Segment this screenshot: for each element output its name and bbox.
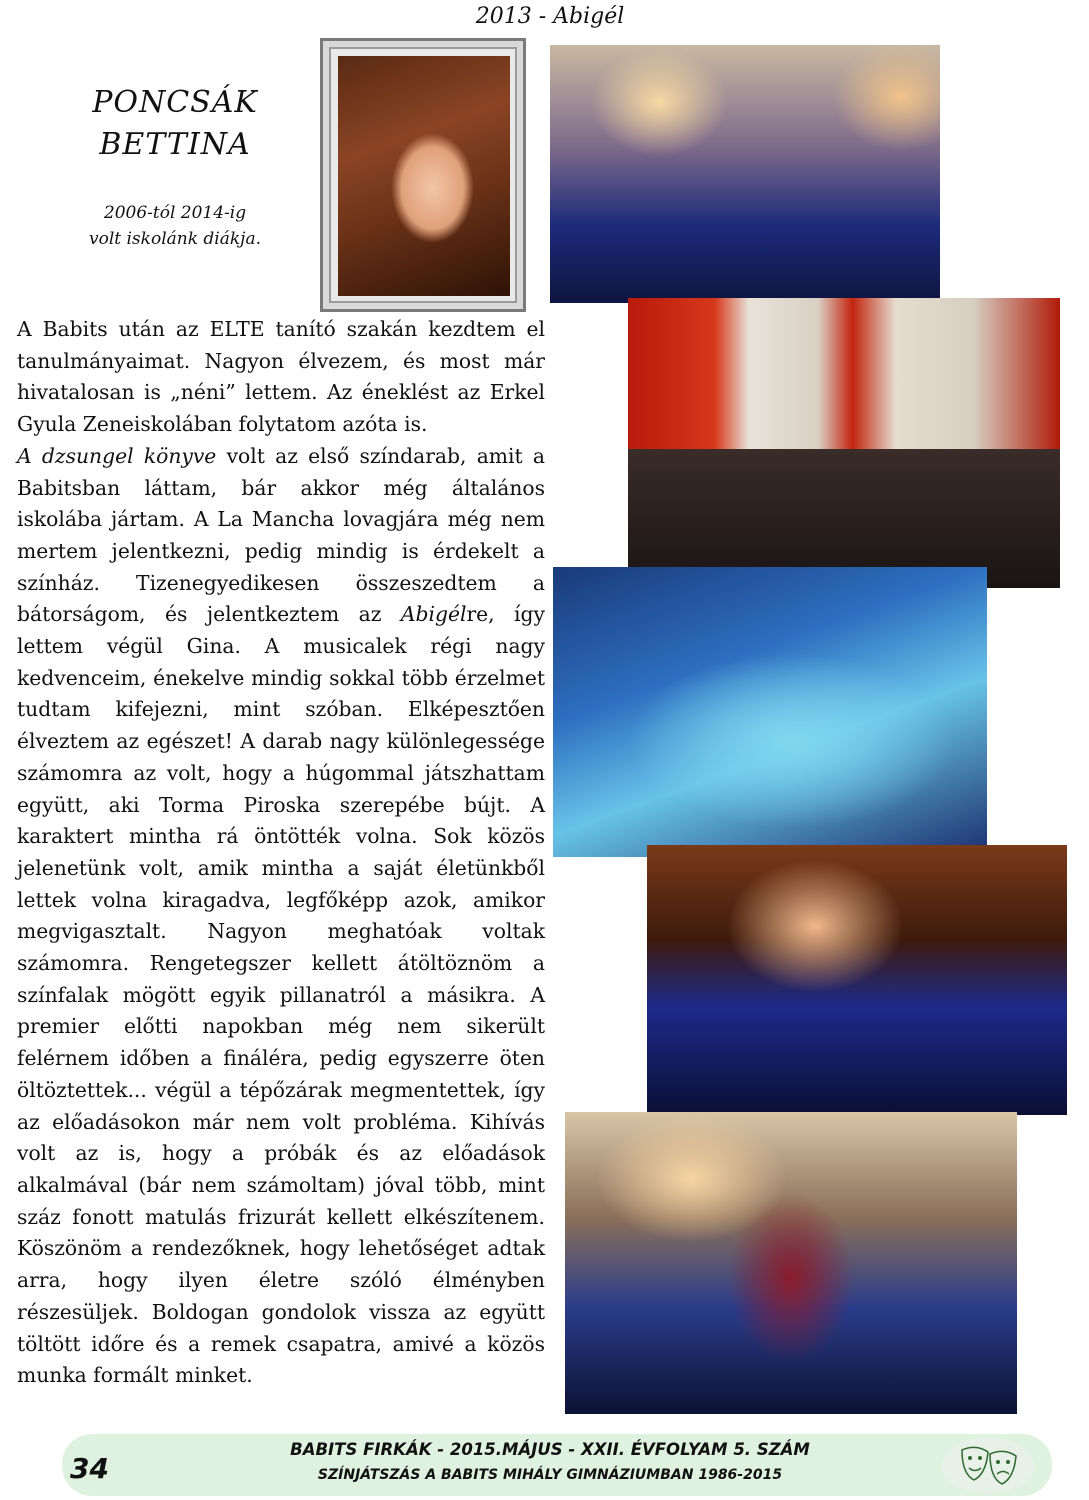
- author-name-line1: PONCSÁK: [92, 85, 258, 120]
- title-italic-abigel: Abigél: [400, 602, 467, 627]
- author-name-line2: BETTINA: [99, 127, 251, 162]
- article-paragraph-2: [17, 441, 545, 1392]
- footer-subtitle-line: SZÍNJÁTSZÁS A BABITS MIHÁLY GIMNÁZIUMBAN 1986-2015: [317, 1467, 783, 1483]
- article-paragraph-1: A Babits után az ELTE tanító szakán kezdtem el tanulmányaimat. Nagyon élvezem, és most már hivatalosan is „néni” lettem. Az éneklést az Erkel Gyula Zeneiskolában folytatom azóta is.: [17, 317, 545, 437]
- stage-photo-4: [647, 845, 1067, 1115]
- author-years-line2: volt iskolánk diákja.: [88, 229, 261, 249]
- stage-photo-2: [628, 298, 1060, 588]
- author-name: [60, 82, 290, 166]
- author-years: [60, 200, 290, 252]
- portrait-photo: [338, 56, 510, 296]
- stage-photo-3: [553, 567, 987, 857]
- article-body: [17, 314, 545, 1392]
- page-number: 34: [70, 1452, 109, 1485]
- title-italic-jungle-book: A dzsungel könyve: [17, 443, 217, 468]
- author-years-line1: 2006-tól 2014-ig: [103, 203, 247, 223]
- article-paragraph-2-text-cont: re, így lettem végül Gina. A musicalek régi nagy kedvenceim, énekelve mindig sokkal több érzelmet tudtam kifejezni, mint szóban. Elképesztően élveztem az egészet! A darab nagy különlegessége számomra az volt, hogy a húgommal játszhattam együtt, aki Torma Piroska szerepébe bújt. A karaktert mintha rá öntötték volna. Sok közös jelenetünk volt, amik mintha a saját életünkből lettek volna kiragadva, legfőképp azok, amikor megvigasztalt. Nagyon meghatóak voltak számomra. Rengetegszer kellett átöltöznöm a színfalak mögött egyik pillanatról a másikra. A premier előtti napokban még nem sikerült felérnem időben a fináléra, pedig egyszerre öten öltöztettek... végül a tépőzárak megmentettek, így az előadásokon már nem volt probléma. Kihívás volt az is, hogy a próbák és az előadások alkalmával (bár nem számoltam) jóval több, mint száz fonott matulás frizurát kellett elkészítenem. Köszönöm a rendezőknek, hogy lehetőséget adtak arra, hogy ilyen életre szóló élményben részesüljek. Boldogan gondolok vissza az együtt töltött időre és a remek csapatra, amivé a közös munka formált minket.: [17, 602, 545, 1388]
- footer-publication-line: BABITS FIRKÁK - 2015.MÁJUS - XXII. ÉVFOLYAM 5. SZÁM: [290, 1440, 810, 1459]
- theatre-masks-icon: [940, 1436, 1036, 1496]
- stage-photo-1: [550, 45, 940, 303]
- stage-photo-5: [565, 1112, 1017, 1414]
- article-paragraph-2-text: volt az első színdarab, amit a Babitsban láttam, bár akkor még általános iskolába jártam. A La Mancha lovagjára még nem mertem jelentkezni, pedig mindig is érdekelt a színház. Tizenegyedikesen összeszedtem a bátorságom, és jelentkeztem az: [17, 443, 545, 627]
- page-header-title: 2013 - Abigél: [475, 4, 625, 29]
